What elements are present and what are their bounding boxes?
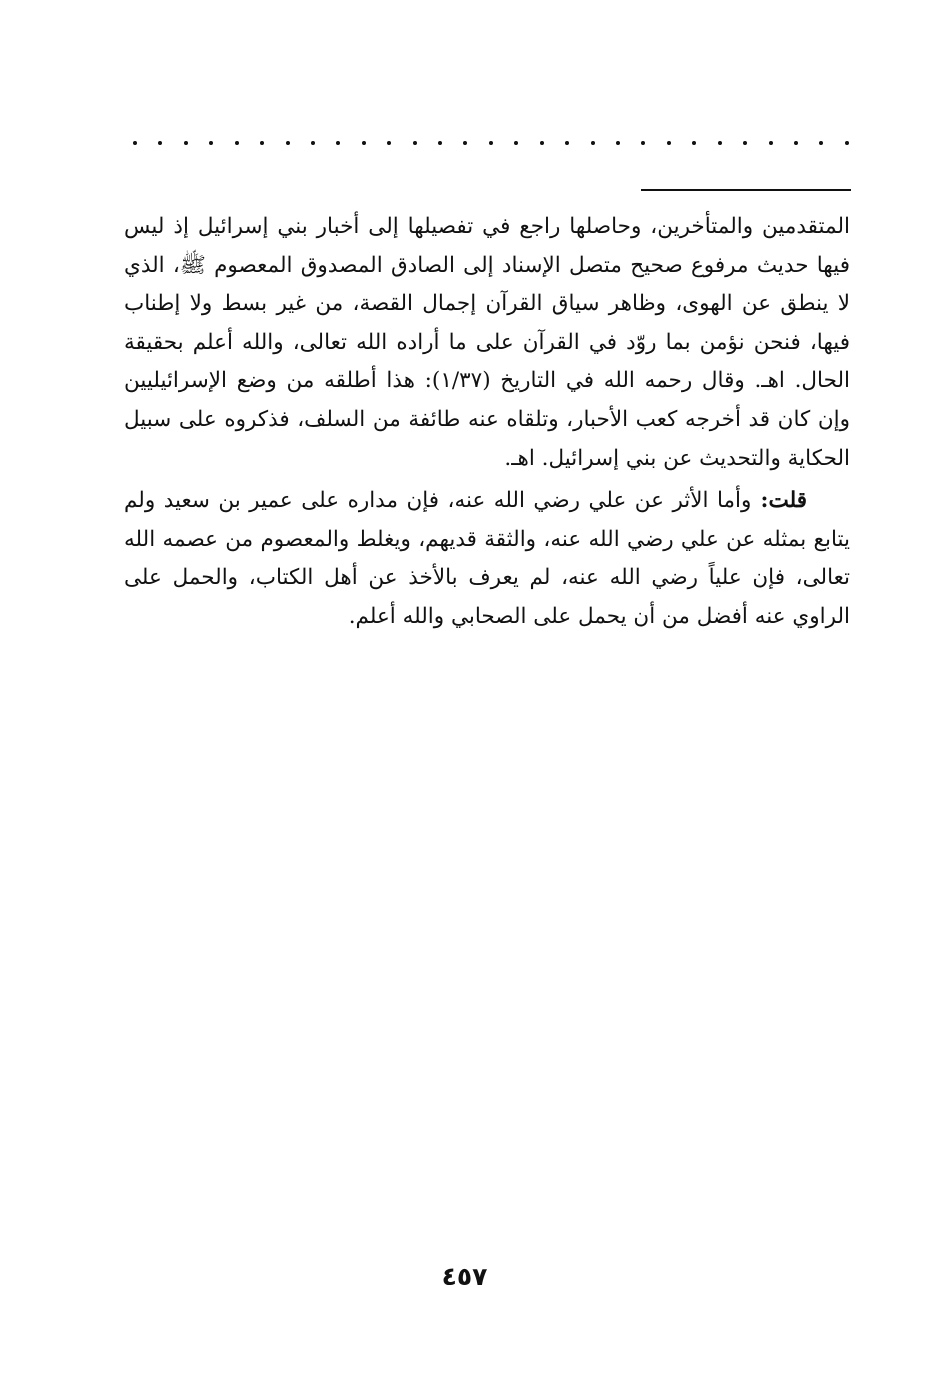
separator-dot [845, 141, 849, 145]
text-line: المتقدمين والمتأخرين، وحاصلها راجع في تفصيلها إلى أخبار بني إسرائيل إذ ليس [124, 214, 850, 239]
separator-dot [133, 141, 137, 145]
separator-dot [463, 141, 467, 145]
dotted-separator [133, 136, 849, 150]
separator-dot [387, 141, 391, 145]
separator-dot [769, 141, 773, 145]
separator-dot [362, 141, 366, 145]
separator-dot [667, 141, 671, 145]
text-line: الحال. اهـ. وقال رحمه الله في التاريخ (١/٣٧): هذا أطلقه من وضع الإسرائيليين [124, 368, 850, 394]
separator-dot [260, 141, 264, 145]
separator-dot [616, 141, 620, 145]
footnote-rule [641, 189, 851, 191]
separator-dot [286, 141, 290, 145]
text-line: الحكاية والتحديث عن بني إسرائيل. اهـ. [504, 445, 850, 471]
separator-dot [692, 141, 696, 145]
separator-dot [743, 141, 747, 145]
text-line: فيها، فنحن نؤمن بما روّد في القرآن على ما أراده الله تعالى، والله أعلم بحقيقة [124, 329, 850, 355]
main-text [124, 208, 850, 637]
text-line: تعالى، فإن علياً رضي الله عنه، لم يعرف بالأخذ عن أهل الكتاب، والحمل على [124, 565, 850, 591]
separator-dot [489, 141, 493, 145]
separator-dot [438, 141, 442, 145]
separator-dot [819, 141, 823, 145]
separator-dot [718, 141, 722, 145]
text-fragment: وأما الأثر عن علي رضي الله عنه، فإن مداره على عمير بن سعيد ولم [124, 488, 752, 514]
text-line: الراوي عنه أفضل من أن يحمل على الصحابي والله أعلم. [348, 603, 850, 629]
separator-dot [311, 141, 315, 145]
page-number: ٤٥٧ [441, 1262, 488, 1291]
text-line: يتابع بمثله عن علي رضي الله عنه، والثقة قديهم، ويغلط والمعصوم من عصمه الله [124, 526, 850, 552]
text-line: لا ينطق عن الهوى، وظاهر سياق القرآن إجمال القصة، من غير بسط ولا إطناب [124, 291, 850, 317]
separator-dot [184, 141, 188, 145]
text-line: فيها حديث مرفوع صحيح متصل الإسناد إلى الصادق المصدوق المعصوم ﷺ، الذي [124, 252, 850, 278]
separator-dot [565, 141, 569, 145]
text-line: وإن كان قد أخرجه كعب الأحبار، وتلقاه عنه طائفة من السلف، فذكروه على سبيل [124, 406, 850, 432]
separator-dot [540, 141, 544, 145]
separator-dot [235, 141, 239, 145]
separator-dot [336, 141, 340, 145]
separator-dot [158, 141, 162, 145]
separator-dot [209, 141, 213, 145]
paragraph-lead-word: قلت: [751, 488, 807, 514]
paragraph-first-line [124, 482, 850, 521]
separator-dot [591, 141, 595, 145]
separator-dot [641, 141, 645, 145]
separator-dot [514, 141, 518, 145]
separator-dot [413, 141, 417, 145]
separator-dot [794, 141, 798, 145]
